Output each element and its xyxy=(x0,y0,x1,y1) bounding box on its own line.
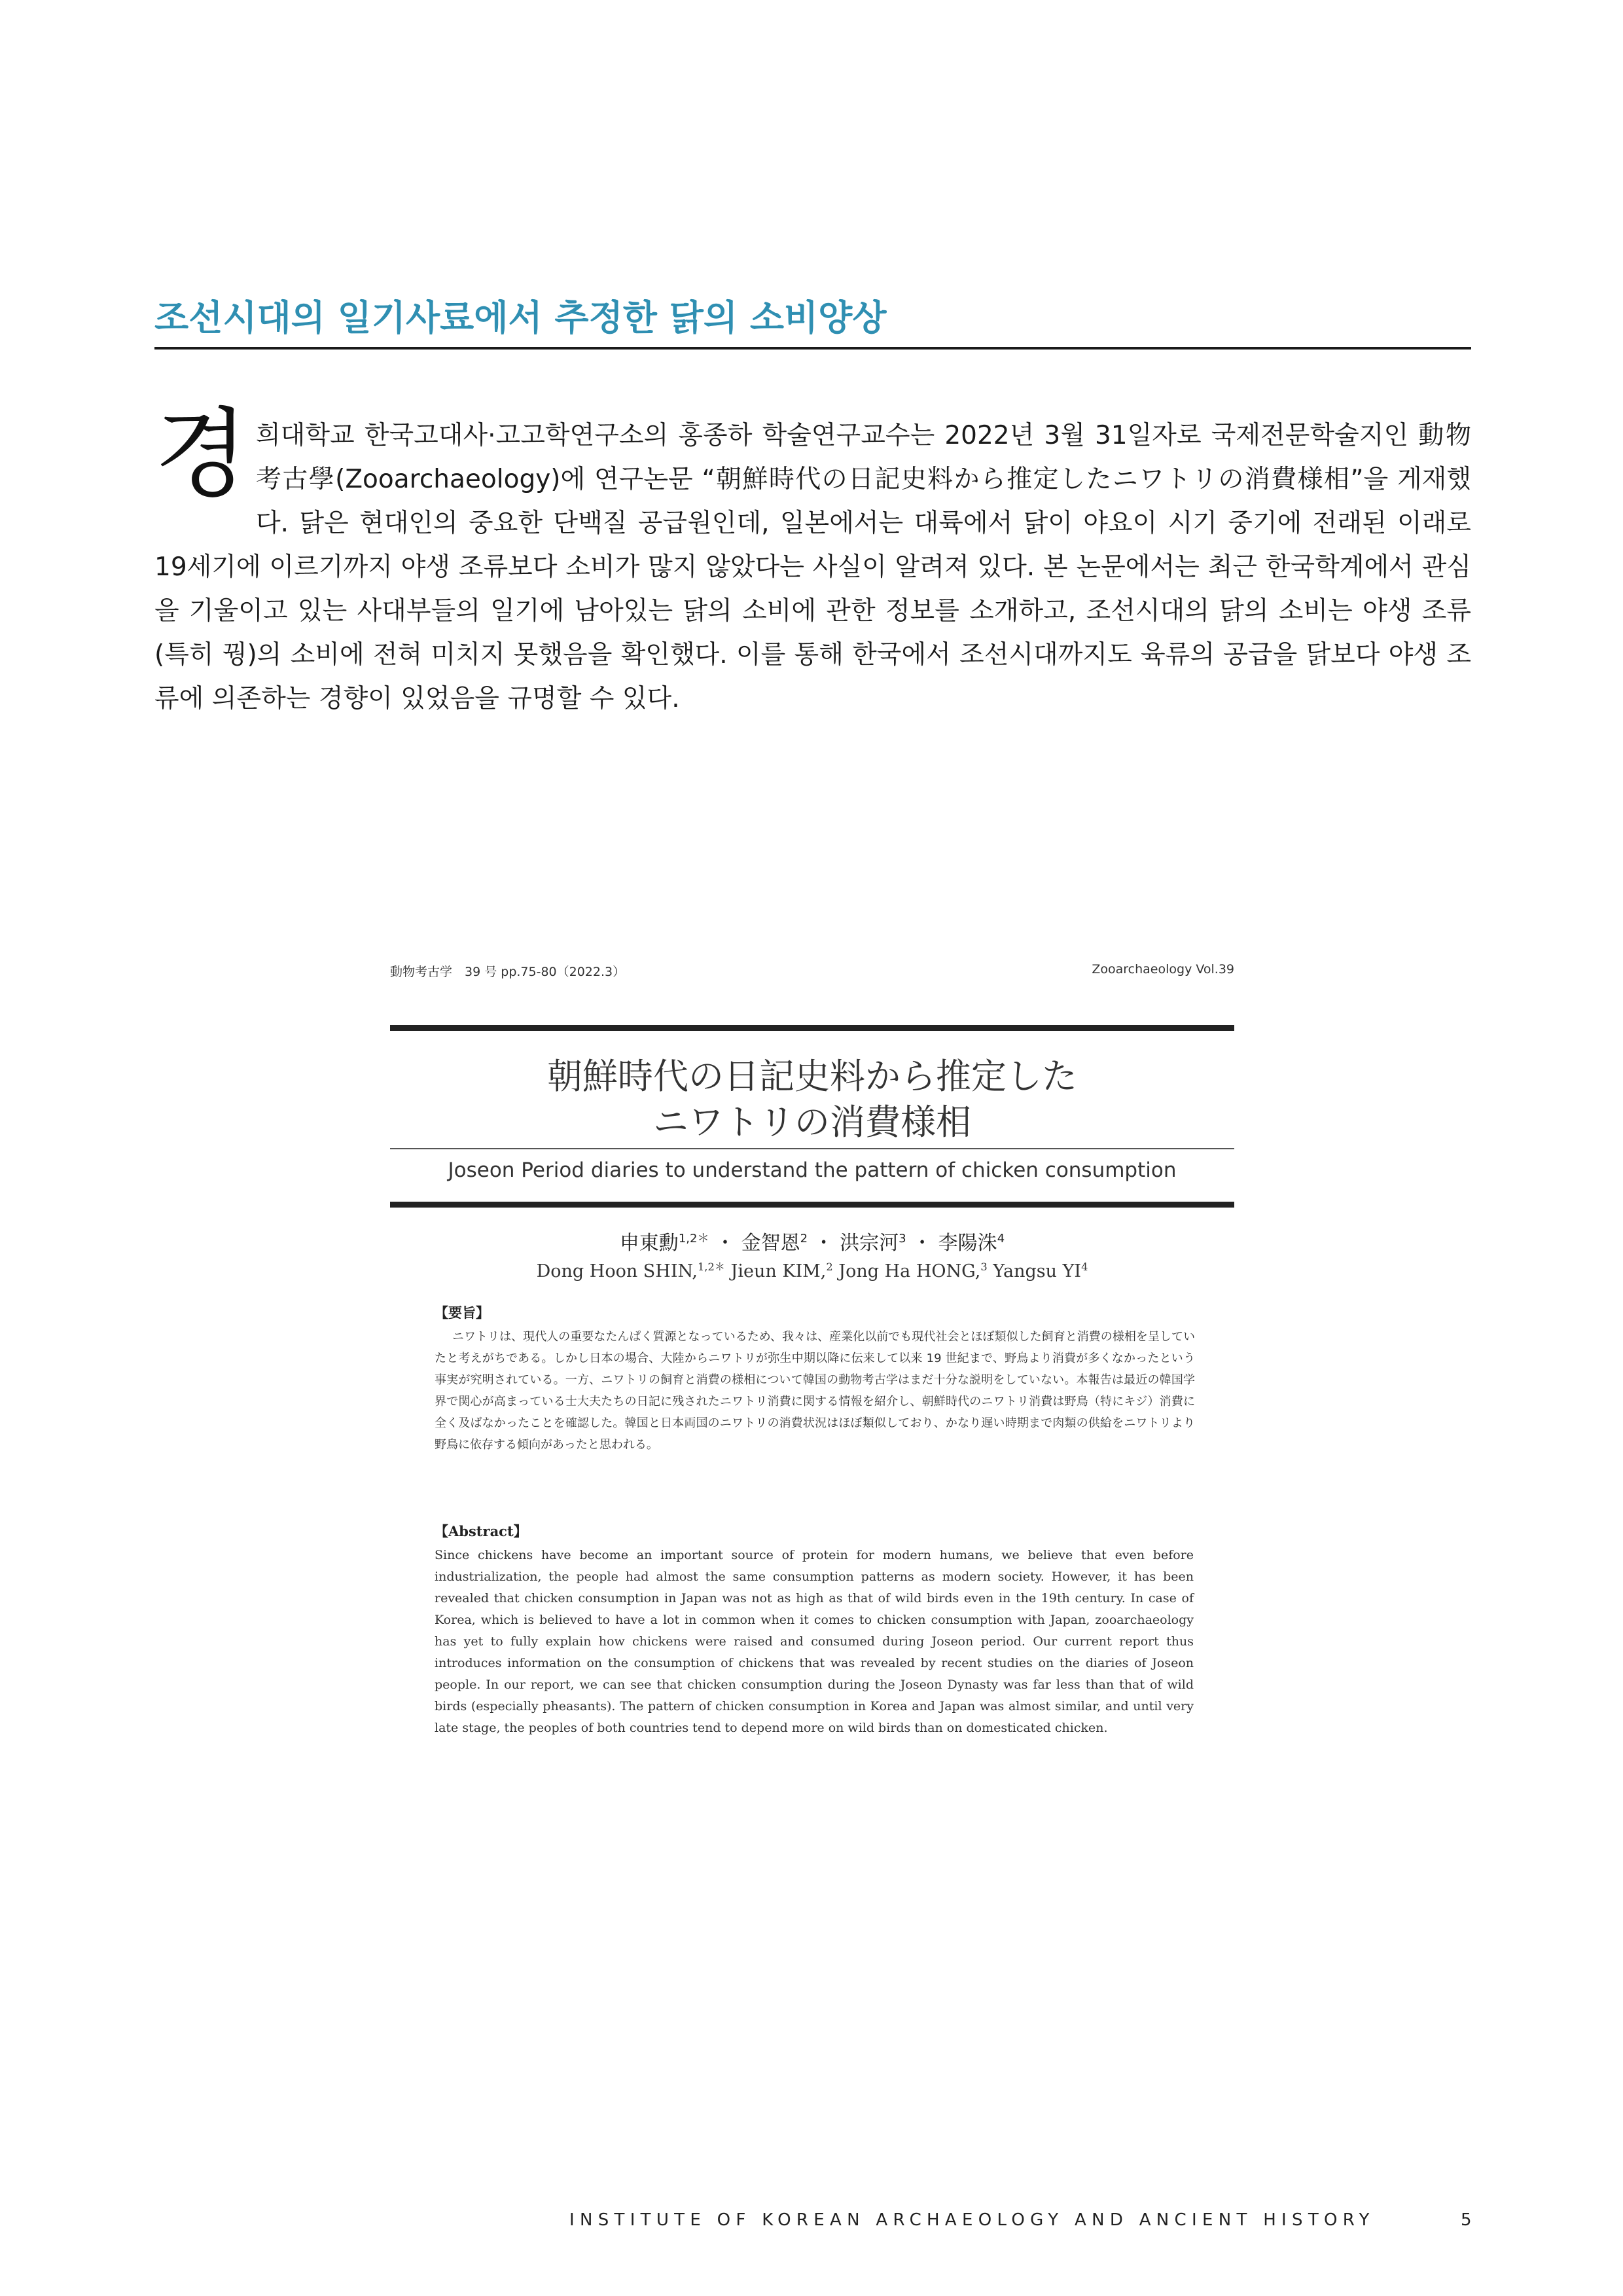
title-divider xyxy=(154,347,1471,350)
paper-abstract-heading: 【Abstract】 xyxy=(435,1523,527,1539)
article-title: 조선시대의 일기사료에서 추정한 닭의 소비양상 xyxy=(154,297,887,339)
paper-abstract-text: Since chickens have become an important source of protein for modern humans, we believe that even before industrialization, the people had almost the same consumption patterns as modern society. However, it has been revealed that chicken consumption in Japan was not as high as that of wild birds even in the 19th century. In case of Korea, which is believed to have a lot in common when it comes to chicken consumption with Japan, zooarchaeology has yet to fully explain how chickens were raised and consumed during Joseon period. Our current report thus introduces information on the consumption of chickens that was revealed by recent studies on the diaries of Joseon people. In our report, we can see that chicken consumption during the Joseon Dynasty was far less than that of wild birds (especially pheasants). The pattern of chicken consumption in Korea and Japan was almost similar, and until very late stage, the peoples of both countries tend to depend more on wild birds than on domesticated chicken. xyxy=(435,1548,1194,1735)
paper-summary-text: ニワトリは、現代人の重要なたんぱく質源となっているため、我々は、産業化以前でも現代社会とほぼ類似した飼育と消費の様相を呈していたと考えがちである。しかし日本の場合、大陸からニワトリが弥生中期以降に伝来して以来 19 世紀まで、野鳥より消費が多くなかったという事実が究明されている。一方、ニワトリの飼育と消費の様相について韓国の動物考古学はまだ十分な説明をしていない。本報告は最近の韓国学界で関心が高まっている士大夫たちの日記に残されたニワトリ消費に関する情報を紹介し、朝鮮時代のニワトリ消費は野鳥（特にキジ）消費に全く及ばなかったことを確認した。韓国と日本両国のニワトリの消費状況はほぼ類似しており、かなり遅い時期まで肉類の供給をニワトリより野鳥に依存する傾向があったと思われる。 xyxy=(435,1330,1195,1452)
paper-title-ja-line2: ニワトリの消費様相 xyxy=(653,1102,971,1143)
paper-journal-volume: Zooarchaeology Vol.39 xyxy=(1092,962,1234,977)
paper-mid-rule xyxy=(390,1148,1234,1149)
drop-cap: 경 xyxy=(154,398,248,511)
article-body-text: 희대학교 한국고대사·고고학연구소의 홍종하 학술연구교수는 2022년 3월 31일자로 국제전문학술지인 動物考古學(Zooarchaeology)에 연구논문 “朝鮮時代の日記史料から推定したニワトリの消費様相”을 게재했다. 닭은 현대인의 중요한 단백질 공급원인데, 일본에서는 대륙에서 닭이 야요이 시기 중기에 전래된 이래로 19세기에 이르기까지 야생 조류보다 소비가 많지 않았다는 사실이 알려져 있다. 본 논문에서는 최근 한국학계에서 관심을 기울이고 있는 사대부들의 일기에 남아있는 닭의 소비에 관한 정보를 소개하고, 조선시대의 닭의 소비는 야생 조류(특히 꿩)의 소비에 전혀 미치지 못했음을 확인했다. 이를 통해 한국에서 조선시대까지도 육류의 공급을 닭보다 야생 조류에 의존하는 경향이 있었음을 규명할 수 있다. xyxy=(154,421,1471,713)
paper-bottom-rule xyxy=(390,1202,1234,1208)
paper-title-en: Joseon Period diaries to understand the pattern of chicken consumption xyxy=(448,1158,1177,1182)
page-number: 5 xyxy=(1461,2210,1472,2230)
paper-summary-heading: 【要旨】 xyxy=(435,1304,490,1321)
footer-institute: INSTITUTE OF KOREAN ARCHAEOLOGY AND ANCIENT HISTORY xyxy=(569,2210,1375,2230)
paper-journal-citation: 動物考古学 39 号 pp.75-80（2022.3） xyxy=(390,965,626,979)
paper-top-rule xyxy=(390,1025,1234,1031)
paper-title-ja-line1: 朝鮮時代の日記史料から推定した xyxy=(547,1056,1077,1097)
paper-authors-en: Dong Hoon SHIN,$^{1,2*}$ Jieun KIM,$^2$ Jong Ha HONG,$^3$ Yangsu $YI^4$ xyxy=(536,1261,1088,1282)
paper-first-page-image xyxy=(390,962,1234,1806)
paper-authors-ja: 申東勳$^{1,2*}$ ・ 金智恩$^2$ ・ 洪宗河$^3$ ・ 李陽洙$^4$ xyxy=(619,1232,1005,1255)
article-body xyxy=(154,398,1471,721)
